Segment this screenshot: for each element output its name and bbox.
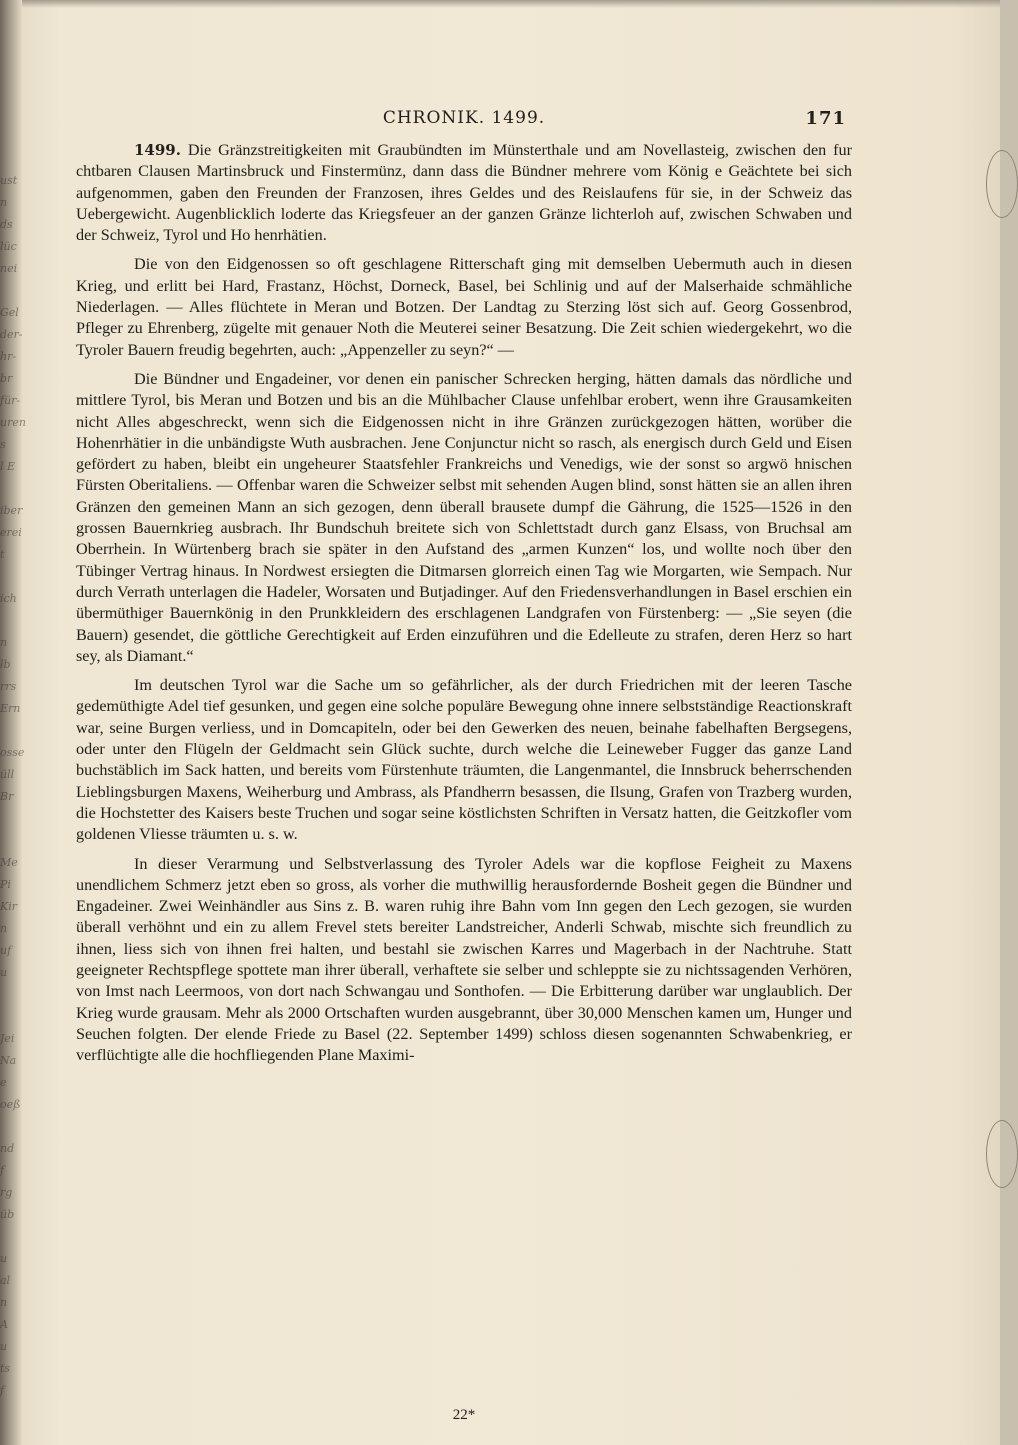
paragraph (76, 675, 852, 845)
page-number: 171 (805, 108, 846, 129)
top-shadow (0, 0, 1000, 8)
paragraph (76, 140, 852, 246)
paragraph-text: Die Bündner und Engadeiner, vor denen ein panischer Schrecken herging, hätten damals das nördliche und mittlere Tyrol, bis Meran und Botzen und bis an die Mühlbacher Clause unfehlbar erobert, wenn ihre Grausamkeiten nicht Alles abgeschreckt, wenn sich die Eidgenossen nicht in ihre Gränzen zurückgezogen hätten, worüber die Hohenrhätier in die unbändigste Wuth ausbrachen. Jene Conjunctur nicht so rasch, als energisch durch Geld und Eisen gefördert zu haben, bleibt ein ungeheurer Staatsfehler Frankreichs und Venedigs, wie der sonst so argwö hnischen Fürsten Oberitaliens. — Offenbar waren die Schweizer selbst mit sehenden Augen blind, sonst hätten sie an allen ihren Gränzen den gemeinen Mann an sich gezogen, denn überall brausete dumpf die Gährung, die 1525—1526 in den grossen Bauernkrieg ausbrach. Ihr Bundschuh breitete sich von Schlettstadt durch ganz Elsass, von Bruchsal am Oberrhein. In Würtenberg brach sie später in den Aufstand des „armen Kunzen“ los, und wollte noch über den Tübinger Vertrag hinaus. In Nordwest ersiegten die Ditmarsen glorreich einen Tag wie Morgarten, wie Sempach. Nur durch Verrath unterlagen die Hadeler, Worsaten und Butjadinger. Auf den Friedensverhandlungen in Basel erschien ein übermüthiger Bauernkönig in den Prunkkleidern des erschlagenen Landgrafen von Fürstenberg: — „Sie seyen (die Bauern) gesendet, die göttliche Gerechtigkeit auf Erden einzuführen und die Edelleute zu strafen, deren Herz so hart sey, als Diamant.“ (76, 369, 852, 665)
page-content (76, 104, 852, 1423)
paragraph-text: Im deutschen Tyrol war die Sache um so gefährlicher, als der durch Friedrichen mit der leeren Tasche gedemüthigte Adel tief gesunken, und gegen eine solche populäre Bewegung ohne innere selbstständige Reactionskraft war, seine Burgen verliess, und in Domcapiteln, oder bei den Gewerken des neuen, beinahe fabelhaften Bergsegens, oder unter den Flügeln der Geldmacht sein Glück suchte, durch welche die Leineweber Fugger das ganze Land buchstäblich im Sack hatten, und bereits vom Fürstenhute träumten, die Langenmantel, die Innsbruck beherrschenden Lieblingsburgen Maxens, Weiherburg und Ambrass, als Pfandherrn besassen, die Ilsung, Grafen von Trazberg wurden, die Hochstetter des Kaisers beste Truchen und sogar seine köstlichsten Schriften in Versatz hatten, die Geitzkofler vom goldenen Vliesse träumten u. s. w. (76, 676, 852, 844)
body-text (76, 140, 852, 1066)
paragraph-text: In dieser Verarmung und Selbstverlassung des Tyroler Adels war die kopflose Feigheit zu Maxens unendlichem Schmerz jetzt eben so gross, als vorher die muthwillig herausfordernde Bosheit gegen die Bündner und Engadeiner. Zwei Weinhändler aus Sins z. B. waren ruhig ihre Bahn vom Inn gegen den Lech gezogen, sie wurden überall verhöhnt und ein zu allem Frevel stets bereiter Landstreicher, Anderli Schwab, mischte sich freundlich zu ihnen, liess sich von ihnen frei halten, und bestahl sie zwischen Karres und Magerbach in der Nachtruhe. Statt geeigneter Rechtspflege spottete man ihrer überall, verhaftete sie selber und schleppte sie zu nichtssagenden Verhören, von Imst nach Leermoos, von dort nach Schwangau und Sonthofen. — Die Erbitterung darüber war unglaublich. Der Krieg wurde grausam. Mehr als 2000 Ortschaften wurden ausgebrannt, über 30,000 Menschen kamen um, Hunger und Seuchen folgten. Der elende Friede zu Basel (22. September 1499) schloss diesen sogenannten Schwabenkrieg, er verflüchtigte alle die hochfliegenden Plane Maximi- (76, 854, 852, 1065)
paragraph (76, 369, 852, 667)
signature-mark: 22* (452, 1407, 476, 1423)
paragraph (76, 254, 852, 360)
year-lead: 1499. (134, 141, 181, 159)
paragraph (76, 854, 852, 1067)
paragraph-text: Die von den Eidgenossen so oft geschlagene Ritterschaft ging mit demselben Uebermuth auch in diesen Krieg, und erlitt bei Hard, Frastanz, Höchst, Dorneck, Basel, bei Schlinig und auf der Malserhaide schmähliche Niederlagen. — Alles flüchtete in Meran und Botzen. Der Landtag zu Sterzing löst sich auf. Georg Gossenbrod, Pfleger zu Ehrenberg, zügelte mit genauer Noth die Meuterei seiner Besatzung. Die Zeit schien wiedergekehrt, wo die Tyroler Bauern freudig begehrten, auch: „Appenzeller zu seyn?“ — (76, 255, 852, 359)
binding-ring-mark-bottom (986, 1120, 1018, 1188)
running-title: CHRONIK. 1499. (382, 108, 546, 128)
bleed-through-text: ust n ds lüc nei Gel der- hr- br für- uren s l E iber erei t ich n lb rrs Ern osse üll Br Me Pi Kir n uf u Jei Na e oeß nd f rg üb u al n A u ts f (0, 174, 26, 1397)
paragraph-text: Die Gränzstreitigkeiten mit Graubündten im Münsterthale und am Novellasteig, zwischen den fur chtbaren Clausen Martinsbruck und Finstermünz, dann dass die Bündner mehrere vom König e Geächtete bei sich aufgenommen, gaben den Freunden der Franzosen, ihres Geldes und des Reislaufens für sie, in der Schweiz das Uebergewicht. Augenblicklich loderte das Kriegsfeuer an der ganzen Gränze lichterloh auf, zwischen Schwaben und der Schweiz, Tyrol und Ho henrhätien. (76, 141, 852, 245)
running-header (76, 104, 852, 140)
binding-ring-mark-top (986, 150, 1018, 218)
